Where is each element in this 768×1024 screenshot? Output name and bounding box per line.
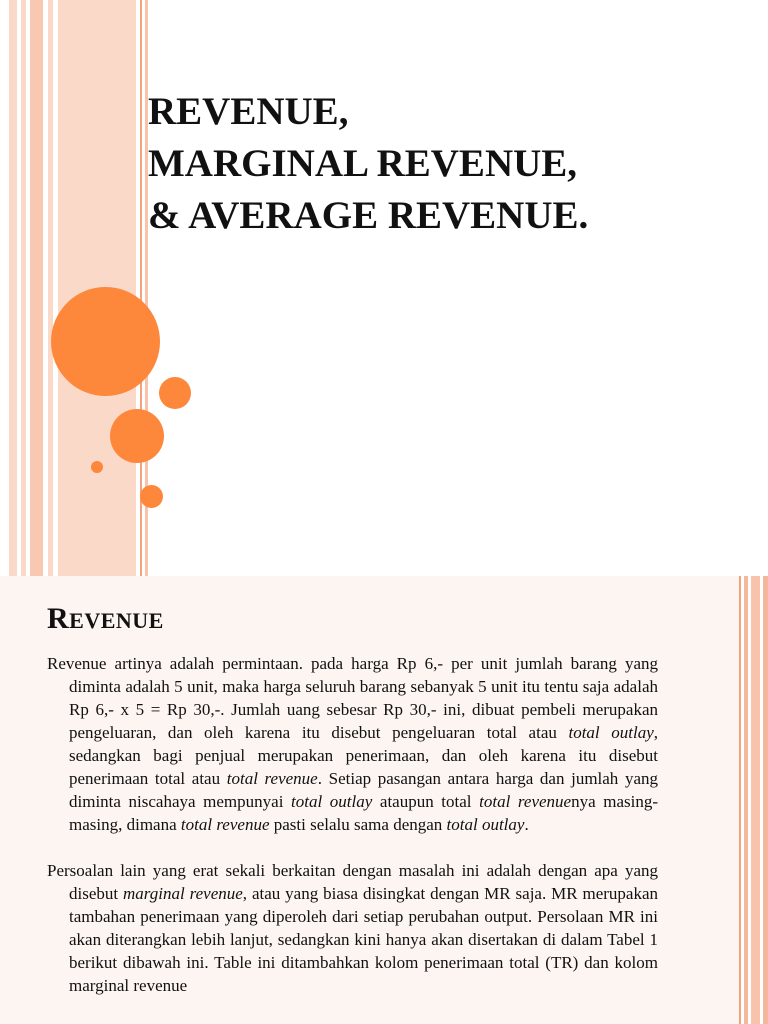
paragraph-marginal-revenue <box>47 859 658 997</box>
decorative-stripe <box>30 0 43 576</box>
decorative-circle <box>91 461 103 473</box>
title-line: MARGINAL REVENUE, <box>148 142 578 185</box>
decorative-stripe <box>739 576 741 1024</box>
title-line: & AVERAGE REVENUE. <box>148 194 589 237</box>
text-run: , sedangkan bagi penjual merupakan penerimaan, dan oleh karena itu disebut penerimaan total atau <box>69 723 658 788</box>
content-slide <box>0 576 768 1024</box>
italic-term: total revenue <box>226 769 318 788</box>
heading-initial: R <box>47 602 70 635</box>
text-run: . Setiap pasangan antara harga dan jumlah yang diminta niscahaya mempunyai <box>69 769 658 811</box>
decorative-stripe <box>21 0 26 576</box>
text-run: Revenue artinya adalah permintaan. pada harga Rp 6,- per unit jumlah barang yang diminta adalah 5 unit, maka harga seluruh barang sebanyak 5 unit itu tentu saja adalah Rp 6,- x 5 = Rp 30,-. Jumlah uang sebesar Rp 30,- ini, dibuat pembeli merupakan pengeluaran, dan oleh karena itu disebut pengeluaran total atau <box>47 654 658 742</box>
body-text <box>47 652 658 1020</box>
text-run: pasti selalu sama dengan <box>269 815 447 834</box>
paragraph-revenue <box>47 652 658 836</box>
slide-title <box>148 86 748 242</box>
decorative-circle <box>110 409 164 463</box>
italic-term: total outlay <box>568 723 654 742</box>
decorative-circle-large <box>51 287 160 396</box>
decorative-circle <box>140 485 163 508</box>
decorative-stripe <box>751 576 760 1024</box>
decorative-stripe <box>9 0 17 576</box>
italic-term: marginal revenue <box>123 884 243 903</box>
italic-term: total revenue <box>180 815 270 834</box>
italic-term: total revenue <box>479 792 572 811</box>
text-run: . <box>524 815 529 834</box>
text-run: Persoalan lain yang erat sekali berkaitan dengan masalah ini adalah dengan apa yang disebut <box>47 861 658 903</box>
decorative-circle <box>159 377 191 409</box>
text-run: nya masing-masing, dimana <box>69 792 658 834</box>
decorative-stripe <box>744 576 748 1024</box>
text-run: , atau yang biasa disingkat dengan MR saja. MR merupakan tambahan penerimaan yang diperoleh dari setiap perubahan output. Persolaan MR ini akan diterangkan lebih lanjut, sedangkan kini hanya akan disertakan di dalam Tabel 1 berikut dibawah ini. Table ini ditambahkan kolom penerimaan total (TR) dan kolom marginal revenue <box>69 884 658 995</box>
decorative-stripe <box>48 0 53 576</box>
title-line: REVENUE, <box>148 90 349 133</box>
italic-term: total outlay <box>291 792 373 811</box>
text-run: ataupun total <box>372 792 480 811</box>
decorative-stripe <box>763 576 768 1024</box>
section-heading <box>47 602 164 636</box>
italic-term: total outlay <box>446 815 525 834</box>
heading-rest: EVENUE <box>69 608 164 633</box>
